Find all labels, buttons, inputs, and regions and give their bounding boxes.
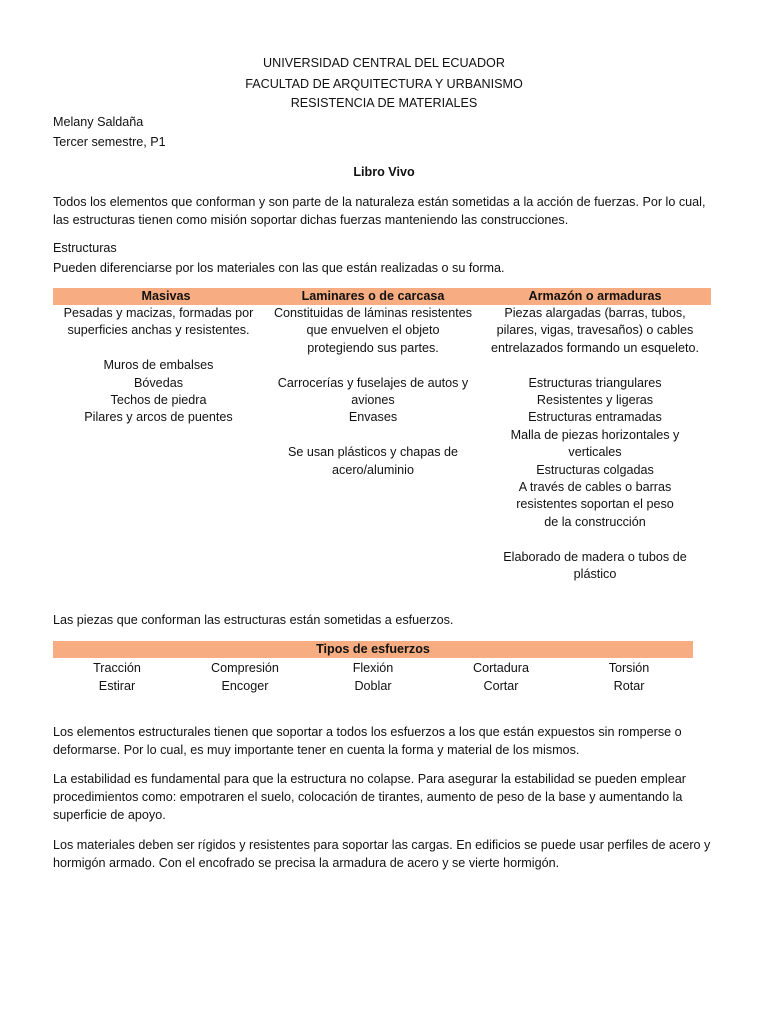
stress-type: Compresión	[211, 661, 279, 675]
header-armazon: Armazón o armaduras	[528, 289, 662, 303]
armazon-line: Elaborado de madera o tubos de	[503, 549, 687, 564]
spacer	[484, 531, 706, 548]
laminares-line: acero/aluminio	[332, 462, 414, 477]
armazon-line: A través de cables o barras	[518, 480, 672, 495]
laminares-line: que envuelven el objeto	[306, 323, 440, 338]
structures-subheading: Pueden diferenciarse por los materiales con las que están realizadas o su forma.	[53, 261, 505, 275]
laminares-line: protegiendo sus partes.	[307, 340, 439, 355]
header-laminares: Laminares o de carcasa	[301, 289, 445, 303]
armazon-line: Piezas alargadas (barras, tubos,	[504, 306, 686, 320]
stress-type: Flexión	[352, 661, 394, 675]
spacer	[262, 427, 484, 444]
stress-action: Doblar	[354, 679, 392, 693]
masivas-column	[53, 305, 264, 427]
masivas-line: Muros de embalses	[103, 358, 214, 373]
paragraph-elements: Los elementos estructurales tienen que soportar a todos los esfuerzos a los que están expuestos sin romperse o deformarse. Por lo cual, es muy importante tener en cuenta la forma y material de los mismos.	[53, 725, 682, 757]
armazon-column	[484, 305, 706, 583]
spacer	[262, 357, 484, 374]
armazon-line: Estructuras triangulares	[528, 375, 662, 390]
armazon-line: resistentes soportan el peso	[516, 497, 674, 512]
masivas-line: Pilares y arcos de puentes	[84, 410, 233, 425]
course-name: RESISTENCIA DE MATERIALES	[290, 96, 478, 110]
stress-action: Cortar	[483, 679, 519, 693]
header-masivas: Masivas	[141, 289, 191, 303]
stress-type: Cortadura	[472, 661, 529, 675]
intro-paragraph: Todos los elementos que conforman y son parte de la naturaleza están sometidas a la acción de fuerzas. Por lo cual, las estructuras tienen como misión soportar dichas fuerzas manteniendo las construcciones.	[53, 195, 706, 227]
paragraph-materials: Los materiales deben ser rígidos y resistentes para soportar las cargas. En edificios se puede usar perfiles de acero y hormigón armado. Con el encofrado se precisa la armadura de acero y se vierte hormigón.	[53, 838, 711, 870]
armazon-line: Estructuras colgadas	[536, 462, 654, 477]
stress-table-title: Tipos de esfuerzos	[53, 641, 693, 658]
armazon-line: Estructuras entramadas	[528, 410, 662, 425]
armazon-line: Malla de piezas horizontales y	[510, 427, 680, 442]
stress-type: Tracción	[93, 661, 141, 675]
stress-intro: Las piezas que conforman las estructuras están sometidas a esfuerzos.	[53, 613, 454, 627]
laminares-line: Se usan plásticos y chapas de	[287, 445, 459, 460]
masivas-line: Techos de piedra	[110, 393, 207, 408]
armazon-line: entrelazados formando un esqueleto.	[491, 340, 699, 355]
document-title: Libro Vivo	[353, 165, 415, 179]
armazon-line: verticales	[568, 445, 622, 460]
stress-action: Estirar	[98, 679, 136, 693]
stress-action: Rotar	[613, 679, 645, 693]
spacer	[484, 357, 706, 374]
armazon-line: pilares, vigas, travesaños) o cables	[496, 323, 694, 338]
faculty-name: FACULTAD DE ARQUITECTURA Y URBANISMO	[245, 77, 523, 91]
semester: Tercer semestre, P1	[53, 135, 166, 149]
laminares-line: Envases	[348, 410, 398, 425]
masivas-line: Pesadas y macizas, formadas por	[63, 306, 254, 320]
armazon-line: de la construcción	[544, 514, 646, 529]
structures-heading: Estructuras	[53, 241, 117, 255]
armazon-line: Resistentes y ligeras	[536, 393, 654, 408]
masivas-line: Bóvedas	[133, 375, 183, 390]
masivas-line: superficies anchas y resistentes.	[67, 323, 250, 338]
spacer	[53, 340, 264, 357]
laminares-line: aviones	[351, 393, 395, 408]
stress-type: Torsión	[608, 661, 650, 675]
author-name: Melany Saldaña	[53, 115, 144, 129]
university-name: UNIVERSIDAD CENTRAL DEL ECUADOR	[263, 56, 505, 70]
paragraph-stability: La estabilidad es fundamental para que la estructura no colapse. Para asegurar la estabilidad se pueden emplear procedimientos como: empotraren el suelo, colocación de tirantes, aumento de peso de la base y aumentando la superficie de apoyo.	[53, 772, 686, 822]
stress-action: Encoger	[221, 679, 269, 693]
armazon-line: plástico	[573, 567, 617, 582]
laminares-line: Constituidas de láminas resistentes	[273, 306, 473, 320]
laminares-line: Carrocerías y fuselajes de autos y	[277, 375, 469, 390]
laminares-column	[262, 305, 484, 479]
